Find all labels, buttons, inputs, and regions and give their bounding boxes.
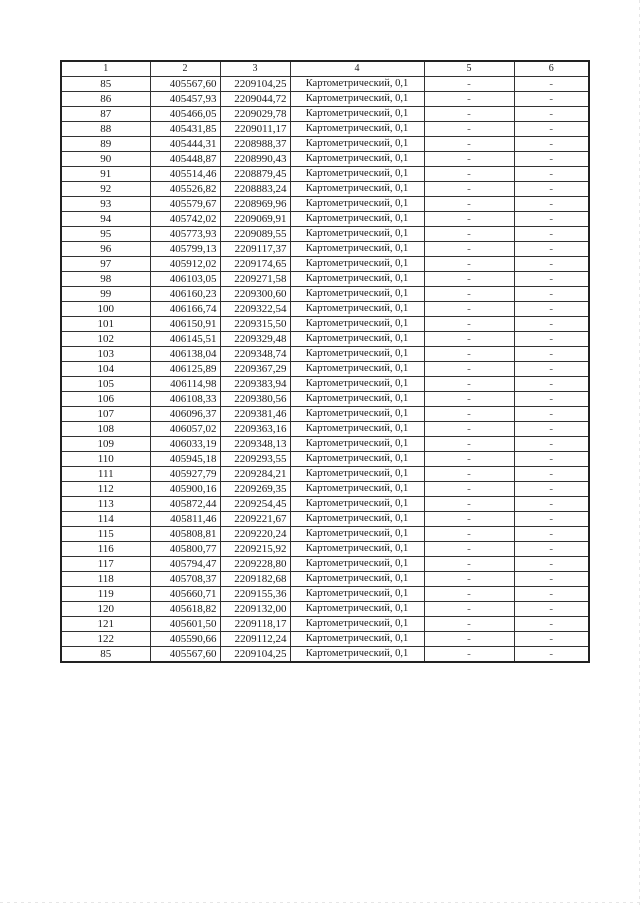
x-coordinate: 406114,98 — [150, 377, 220, 392]
col6-cell: - — [514, 632, 589, 647]
header-col-2: 2 — [150, 61, 220, 77]
table-row — [61, 287, 589, 302]
y-coordinate: 2208883,24 — [220, 182, 290, 197]
y-coordinate: 2209089,55 — [220, 227, 290, 242]
method-cell: Картометрический, 0,1 — [290, 137, 424, 152]
method-cell: Картометрический, 0,1 — [290, 632, 424, 647]
scan-edge-bottom — [0, 902, 640, 903]
method-cell: Картометрический, 0,1 — [290, 167, 424, 182]
x-coordinate: 405457,93 — [150, 92, 220, 107]
table-row — [61, 137, 589, 152]
y-coordinate: 2209112,24 — [220, 632, 290, 647]
col6-cell: - — [514, 122, 589, 137]
col6-cell: - — [514, 407, 589, 422]
point-number: 90 — [61, 152, 150, 167]
table-row — [61, 182, 589, 197]
method-cell: Картометрический, 0,1 — [290, 587, 424, 602]
x-coordinate: 405660,71 — [150, 587, 220, 602]
col5-cell: - — [424, 137, 514, 152]
method-cell: Картометрический, 0,1 — [290, 377, 424, 392]
method-cell: Картометрический, 0,1 — [290, 227, 424, 242]
point-number: 86 — [61, 92, 150, 107]
method-cell: Картометрический, 0,1 — [290, 467, 424, 482]
y-coordinate: 2209254,45 — [220, 497, 290, 512]
x-coordinate: 405618,82 — [150, 602, 220, 617]
y-coordinate: 2209104,25 — [220, 77, 290, 92]
x-coordinate: 405927,79 — [150, 467, 220, 482]
table-row — [61, 227, 589, 242]
col5-cell: - — [424, 467, 514, 482]
point-number: 85 — [61, 647, 150, 663]
method-cell: Картометрический, 0,1 — [290, 287, 424, 302]
x-coordinate: 405808,81 — [150, 527, 220, 542]
table-row — [61, 467, 589, 482]
col5-cell: - — [424, 302, 514, 317]
table-row — [61, 272, 589, 287]
method-cell: Картометрический, 0,1 — [290, 302, 424, 317]
y-coordinate: 2208969,96 — [220, 197, 290, 212]
method-cell: Картометрический, 0,1 — [290, 617, 424, 632]
method-cell: Картометрический, 0,1 — [290, 527, 424, 542]
point-number: 116 — [61, 542, 150, 557]
y-coordinate: 2209383,94 — [220, 377, 290, 392]
table-row — [61, 92, 589, 107]
col5-cell: - — [424, 332, 514, 347]
col5-cell: - — [424, 122, 514, 137]
col6-cell: - — [514, 227, 589, 242]
x-coordinate: 405742,02 — [150, 212, 220, 227]
y-coordinate: 2209381,46 — [220, 407, 290, 422]
point-number: 109 — [61, 437, 150, 452]
y-coordinate: 2209228,80 — [220, 557, 290, 572]
col5-cell: - — [424, 527, 514, 542]
y-coordinate: 2208879,45 — [220, 167, 290, 182]
method-cell: Картометрический, 0,1 — [290, 497, 424, 512]
table-row — [61, 407, 589, 422]
method-cell: Картометрический, 0,1 — [290, 422, 424, 437]
table-row — [61, 167, 589, 182]
point-number: 88 — [61, 122, 150, 137]
x-coordinate: 406057,02 — [150, 422, 220, 437]
header-col-5: 5 — [424, 61, 514, 77]
x-coordinate: 405526,82 — [150, 182, 220, 197]
col6-cell: - — [514, 242, 589, 257]
x-coordinate: 405799,13 — [150, 242, 220, 257]
col5-cell: - — [424, 572, 514, 587]
col5-cell: - — [424, 422, 514, 437]
point-number: 94 — [61, 212, 150, 227]
x-coordinate: 405601,50 — [150, 617, 220, 632]
col5-cell: - — [424, 257, 514, 272]
header-col-4: 4 — [290, 61, 424, 77]
col5-cell: - — [424, 377, 514, 392]
table-row — [61, 542, 589, 557]
point-number: 110 — [61, 452, 150, 467]
x-coordinate: 406096,37 — [150, 407, 220, 422]
point-number: 89 — [61, 137, 150, 152]
table-row — [61, 347, 589, 362]
table-row — [61, 482, 589, 497]
point-number: 112 — [61, 482, 150, 497]
col6-cell: - — [514, 392, 589, 407]
table-header-row — [61, 61, 589, 77]
x-coordinate: 405900,16 — [150, 482, 220, 497]
table-row — [61, 587, 589, 602]
x-coordinate: 406160,23 — [150, 287, 220, 302]
col5-cell: - — [424, 632, 514, 647]
y-coordinate: 2209117,37 — [220, 242, 290, 257]
col6-cell: - — [514, 137, 589, 152]
method-cell: Картометрический, 0,1 — [290, 77, 424, 92]
table-row — [61, 422, 589, 437]
x-coordinate: 406108,33 — [150, 392, 220, 407]
y-coordinate: 2209215,92 — [220, 542, 290, 557]
method-cell: Картометрический, 0,1 — [290, 512, 424, 527]
point-number: 104 — [61, 362, 150, 377]
point-number: 97 — [61, 257, 150, 272]
col6-cell: - — [514, 272, 589, 287]
point-number: 115 — [61, 527, 150, 542]
x-coordinate: 405431,85 — [150, 122, 220, 137]
x-coordinate: 405773,93 — [150, 227, 220, 242]
y-coordinate: 2209220,24 — [220, 527, 290, 542]
point-number: 122 — [61, 632, 150, 647]
point-number: 119 — [61, 587, 150, 602]
table-row — [61, 317, 589, 332]
col5-cell: - — [424, 392, 514, 407]
table-row — [61, 527, 589, 542]
table-row — [61, 152, 589, 167]
y-coordinate: 2208988,37 — [220, 137, 290, 152]
x-coordinate: 405579,67 — [150, 197, 220, 212]
y-coordinate: 2209348,74 — [220, 347, 290, 362]
table-row — [61, 302, 589, 317]
point-number: 102 — [61, 332, 150, 347]
table-row — [61, 257, 589, 272]
col6-cell: - — [514, 182, 589, 197]
point-number: 118 — [61, 572, 150, 587]
x-coordinate: 405945,18 — [150, 452, 220, 467]
point-number: 95 — [61, 227, 150, 242]
table-row — [61, 632, 589, 647]
header-col-3: 3 — [220, 61, 290, 77]
table-body — [61, 77, 589, 663]
table-row — [61, 602, 589, 617]
col5-cell: - — [424, 512, 514, 527]
method-cell: Картометрический, 0,1 — [290, 272, 424, 287]
col5-cell: - — [424, 362, 514, 377]
point-number: 121 — [61, 617, 150, 632]
col6-cell: - — [514, 497, 589, 512]
method-cell: Картометрический, 0,1 — [290, 197, 424, 212]
y-coordinate: 2209155,36 — [220, 587, 290, 602]
y-coordinate: 2209322,54 — [220, 302, 290, 317]
x-coordinate: 405912,02 — [150, 257, 220, 272]
y-coordinate: 2209284,21 — [220, 467, 290, 482]
method-cell: Картометрический, 0,1 — [290, 362, 424, 377]
y-coordinate: 2209118,17 — [220, 617, 290, 632]
method-cell: Картометрический, 0,1 — [290, 557, 424, 572]
col6-cell: - — [514, 347, 589, 362]
point-number: 108 — [61, 422, 150, 437]
table-row — [61, 77, 589, 92]
table-row — [61, 362, 589, 377]
method-cell: Картометрический, 0,1 — [290, 152, 424, 167]
method-cell: Картометрический, 0,1 — [290, 242, 424, 257]
col5-cell: - — [424, 347, 514, 362]
point-number: 98 — [61, 272, 150, 287]
method-cell: Картометрический, 0,1 — [290, 347, 424, 362]
point-number: 96 — [61, 242, 150, 257]
y-coordinate: 2209363,16 — [220, 422, 290, 437]
col5-cell: - — [424, 437, 514, 452]
col6-cell: - — [514, 332, 589, 347]
method-cell: Картометрический, 0,1 — [290, 482, 424, 497]
method-cell: Картометрический, 0,1 — [290, 107, 424, 122]
col5-cell: - — [424, 107, 514, 122]
col5-cell: - — [424, 287, 514, 302]
point-number: 111 — [61, 467, 150, 482]
col5-cell: - — [424, 497, 514, 512]
y-coordinate: 2209380,56 — [220, 392, 290, 407]
x-coordinate: 406150,91 — [150, 317, 220, 332]
method-cell: Картометрический, 0,1 — [290, 452, 424, 467]
x-coordinate: 406125,89 — [150, 362, 220, 377]
point-number: 113 — [61, 497, 150, 512]
col6-cell: - — [514, 647, 589, 663]
col5-cell: - — [424, 647, 514, 663]
col5-cell: - — [424, 212, 514, 227]
point-number: 101 — [61, 317, 150, 332]
x-coordinate: 406103,05 — [150, 272, 220, 287]
y-coordinate: 2209329,48 — [220, 332, 290, 347]
col5-cell: - — [424, 227, 514, 242]
method-cell: Картометрический, 0,1 — [290, 317, 424, 332]
col6-cell: - — [514, 167, 589, 182]
method-cell: Картометрический, 0,1 — [290, 542, 424, 557]
col6-cell: - — [514, 512, 589, 527]
x-coordinate: 405811,46 — [150, 512, 220, 527]
col6-cell: - — [514, 437, 589, 452]
col5-cell: - — [424, 617, 514, 632]
method-cell: Картометрический, 0,1 — [290, 572, 424, 587]
table-row — [61, 197, 589, 212]
y-coordinate: 2209269,35 — [220, 482, 290, 497]
col5-cell: - — [424, 557, 514, 572]
col5-cell: - — [424, 407, 514, 422]
y-coordinate: 2209182,68 — [220, 572, 290, 587]
y-coordinate: 2209293,55 — [220, 452, 290, 467]
x-coordinate: 405448,87 — [150, 152, 220, 167]
col6-cell: - — [514, 587, 589, 602]
point-number: 120 — [61, 602, 150, 617]
table-row — [61, 437, 589, 452]
col5-cell: - — [424, 272, 514, 287]
col5-cell: - — [424, 452, 514, 467]
col6-cell: - — [514, 542, 589, 557]
col5-cell: - — [424, 317, 514, 332]
point-number: 100 — [61, 302, 150, 317]
table-row — [61, 497, 589, 512]
table-row — [61, 107, 589, 122]
x-coordinate: 406166,74 — [150, 302, 220, 317]
y-coordinate: 2209104,25 — [220, 647, 290, 663]
col5-cell: - — [424, 182, 514, 197]
col6-cell: - — [514, 152, 589, 167]
method-cell: Картометрический, 0,1 — [290, 647, 424, 663]
method-cell: Картометрический, 0,1 — [290, 602, 424, 617]
x-coordinate: 405514,46 — [150, 167, 220, 182]
point-number: 117 — [61, 557, 150, 572]
x-coordinate: 405466,05 — [150, 107, 220, 122]
col5-cell: - — [424, 152, 514, 167]
y-coordinate: 2209132,00 — [220, 602, 290, 617]
header-col-6: 6 — [514, 61, 589, 77]
x-coordinate: 405794,47 — [150, 557, 220, 572]
col5-cell: - — [424, 542, 514, 557]
col6-cell: - — [514, 302, 589, 317]
table-row — [61, 572, 589, 587]
x-coordinate: 406138,04 — [150, 347, 220, 362]
table-row — [61, 392, 589, 407]
col6-cell: - — [514, 602, 589, 617]
coordinates-table — [60, 60, 590, 663]
method-cell: Картометрический, 0,1 — [290, 332, 424, 347]
x-coordinate: 405872,44 — [150, 497, 220, 512]
col5-cell: - — [424, 77, 514, 92]
method-cell: Картометрический, 0,1 — [290, 92, 424, 107]
col6-cell: - — [514, 107, 589, 122]
x-coordinate: 405708,37 — [150, 572, 220, 587]
point-number: 114 — [61, 512, 150, 527]
y-coordinate: 2209300,60 — [220, 287, 290, 302]
method-cell: Картометрический, 0,1 — [290, 437, 424, 452]
y-coordinate: 2209011,17 — [220, 122, 290, 137]
col5-cell: - — [424, 197, 514, 212]
col6-cell: - — [514, 482, 589, 497]
point-number: 105 — [61, 377, 150, 392]
table-row — [61, 512, 589, 527]
col6-cell: - — [514, 212, 589, 227]
header-col-1: 1 — [61, 61, 150, 77]
col5-cell: - — [424, 92, 514, 107]
col5-cell: - — [424, 587, 514, 602]
y-coordinate: 2209221,67 — [220, 512, 290, 527]
point-number: 85 — [61, 77, 150, 92]
table-row — [61, 617, 589, 632]
col6-cell: - — [514, 287, 589, 302]
table-row — [61, 647, 589, 663]
method-cell: Картометрический, 0,1 — [290, 182, 424, 197]
col6-cell: - — [514, 257, 589, 272]
col6-cell: - — [514, 617, 589, 632]
method-cell: Картометрический, 0,1 — [290, 392, 424, 407]
point-number: 92 — [61, 182, 150, 197]
table-row — [61, 377, 589, 392]
y-coordinate: 2209069,91 — [220, 212, 290, 227]
method-cell: Картометрический, 0,1 — [290, 407, 424, 422]
method-cell: Картометрический, 0,1 — [290, 122, 424, 137]
y-coordinate: 2208990,43 — [220, 152, 290, 167]
x-coordinate: 405444,31 — [150, 137, 220, 152]
col6-cell: - — [514, 422, 589, 437]
point-number: 93 — [61, 197, 150, 212]
col6-cell: - — [514, 317, 589, 332]
y-coordinate: 2209029,78 — [220, 107, 290, 122]
method-cell: Картометрический, 0,1 — [290, 257, 424, 272]
x-coordinate: 405590,66 — [150, 632, 220, 647]
col6-cell: - — [514, 92, 589, 107]
col6-cell: - — [514, 452, 589, 467]
table-row — [61, 557, 589, 572]
x-coordinate: 406033,19 — [150, 437, 220, 452]
x-coordinate: 405567,60 — [150, 77, 220, 92]
col6-cell: - — [514, 557, 589, 572]
col5-cell: - — [424, 602, 514, 617]
col5-cell: - — [424, 482, 514, 497]
y-coordinate: 2209271,58 — [220, 272, 290, 287]
y-coordinate: 2209348,13 — [220, 437, 290, 452]
y-coordinate: 2209044,72 — [220, 92, 290, 107]
point-number: 103 — [61, 347, 150, 362]
col6-cell: - — [514, 467, 589, 482]
col6-cell: - — [514, 77, 589, 92]
y-coordinate: 2209367,29 — [220, 362, 290, 377]
x-coordinate: 406145,51 — [150, 332, 220, 347]
col6-cell: - — [514, 362, 589, 377]
point-number: 91 — [61, 167, 150, 182]
x-coordinate: 405800,77 — [150, 542, 220, 557]
y-coordinate: 2209174,65 — [220, 257, 290, 272]
col6-cell: - — [514, 572, 589, 587]
table-row — [61, 212, 589, 227]
point-number: 106 — [61, 392, 150, 407]
point-number: 87 — [61, 107, 150, 122]
col6-cell: - — [514, 527, 589, 542]
table-row — [61, 452, 589, 467]
point-number: 99 — [61, 287, 150, 302]
col6-cell: - — [514, 197, 589, 212]
col5-cell: - — [424, 167, 514, 182]
table-row — [61, 332, 589, 347]
method-cell: Картометрический, 0,1 — [290, 212, 424, 227]
x-coordinate: 405567,60 — [150, 647, 220, 663]
col5-cell: - — [424, 242, 514, 257]
col6-cell: - — [514, 377, 589, 392]
point-number: 107 — [61, 407, 150, 422]
y-coordinate: 2209315,50 — [220, 317, 290, 332]
table-row — [61, 242, 589, 257]
table-row — [61, 122, 589, 137]
